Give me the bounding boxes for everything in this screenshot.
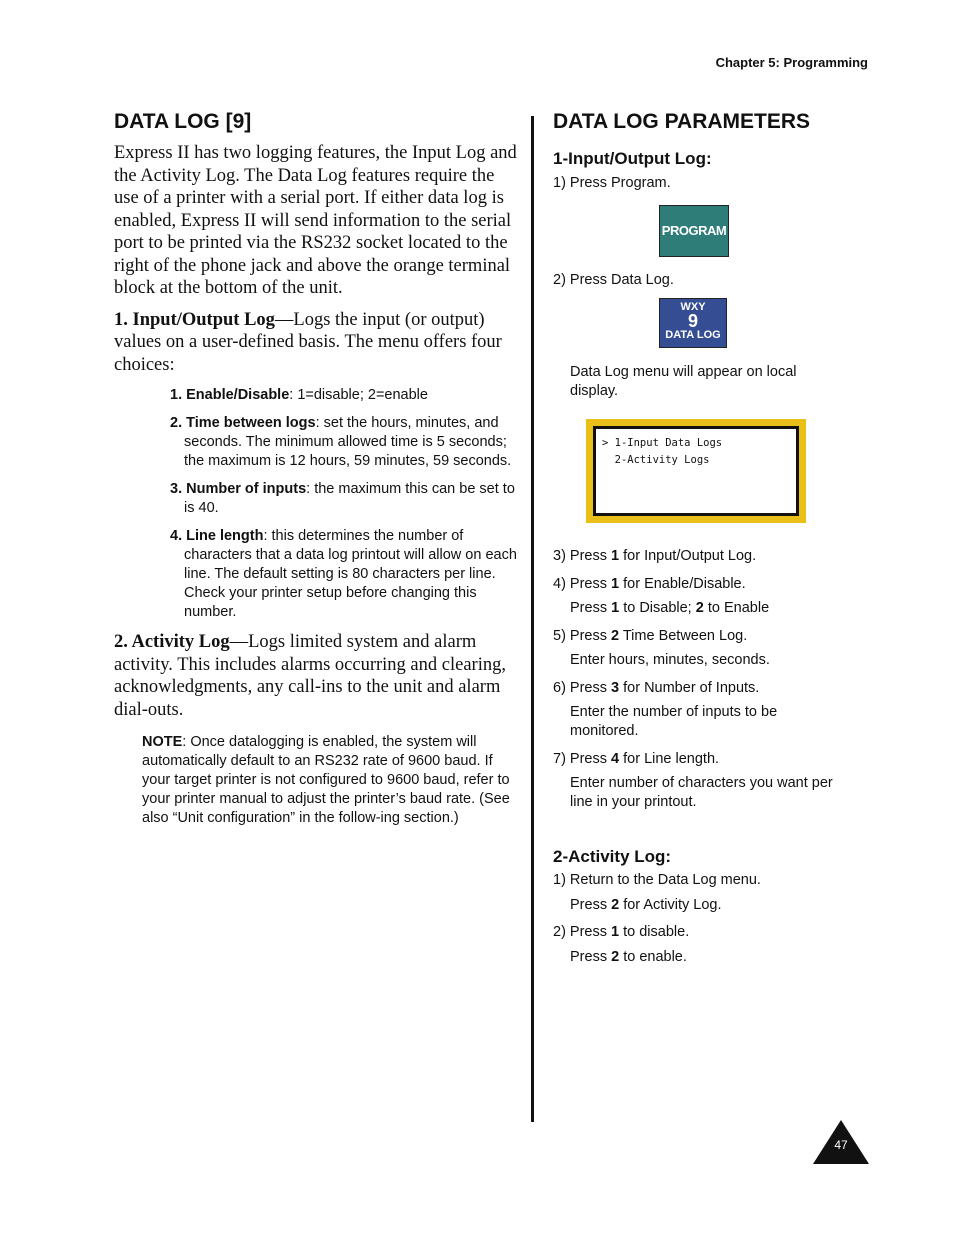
io-log-options bbox=[170, 386, 522, 622]
option-time-between-logs bbox=[170, 414, 522, 471]
step-7-detail: Enter number of characters you want per line in your printout. bbox=[570, 775, 833, 810]
activity-log-text: —Logs limited system and alarm activity. This includes alarms occurring and clearing, acknowledgments, any call-ins to the unit and alarm dial-outs. bbox=[114, 632, 506, 720]
activity-step-2-detail: Press 2 to enable. bbox=[570, 949, 687, 965]
key-caption: DATA LOG bbox=[665, 329, 721, 341]
parameters-title: DATA LOG PARAMETERS bbox=[553, 110, 811, 133]
option-label: 2. Time between logs bbox=[170, 415, 316, 431]
option-label: 1. Enable/Disable bbox=[170, 387, 290, 403]
note-label: NOTE bbox=[142, 734, 183, 750]
lcd-display bbox=[593, 426, 799, 516]
right-column bbox=[553, 108, 843, 967]
step-press-program: 1) Press Program. bbox=[553, 175, 671, 191]
option-text: : 1=disable; 2=enable bbox=[289, 387, 428, 403]
key-letters: WXY bbox=[680, 301, 706, 313]
chapter-header: Chapter 5: Programming bbox=[715, 55, 868, 70]
step-3: 3) Press 1 for Input/Output Log. bbox=[553, 548, 757, 564]
io-steps bbox=[553, 547, 843, 812]
key-number: 9 bbox=[687, 311, 698, 331]
step-press-data-log: 2) Press Data Log. bbox=[553, 272, 674, 288]
menu-appear-note: Data Log menu will appear on local display. bbox=[570, 364, 797, 399]
step-7: 7) Press 4 for Line length. bbox=[553, 751, 720, 767]
activity-step-2: 2) Press 1 to disable. bbox=[553, 924, 690, 940]
activity-log-label: 2. Activity Log bbox=[114, 632, 230, 652]
option-number-of-inputs bbox=[170, 480, 522, 518]
note-block bbox=[142, 733, 522, 828]
activity-steps bbox=[553, 871, 843, 967]
step-5: 5) Press 2 Time Between Log. bbox=[553, 628, 748, 644]
intro-paragraph: Express II has two logging features, the Input Log and the Activity Log. The Data Log features require the use of a printer with a serial port. If either data log is enabled, Express II will send information to the serial port to be printed via the RS232 socket located to the right of the phone jack and above the orange terminal block at the bottom of the unit. bbox=[114, 143, 517, 298]
option-text: : this determines the number of characters that a data log printout will allow on each line. The default setting is 80 characters per line. Check your printer setup before changing this number. bbox=[184, 528, 517, 620]
option-text: : the maximum this can be set to is 40. bbox=[184, 481, 515, 516]
option-label: 4. Line length bbox=[170, 528, 264, 544]
io-log-paragraph bbox=[114, 309, 522, 377]
lcd-line: > 1-Input Data Logs bbox=[602, 437, 723, 449]
option-line-length bbox=[170, 527, 522, 622]
lcd-display-frame bbox=[586, 419, 806, 523]
note-text: : Once datalogging is enabled, the system will automatically default to an RS232 rate of 9600 baud. If your target printer is not configured to 9600 baud, refer to your printer manual to adjust the printer’s baud rate. (See also “Unit configuration” in the follow-ing section.) bbox=[142, 734, 510, 826]
activity-log-heading: 2-Activity Log: bbox=[553, 847, 672, 866]
step-5-detail: Enter hours, minutes, seconds. bbox=[570, 652, 770, 668]
activity-log-paragraph bbox=[114, 631, 522, 721]
page-number: 47 bbox=[834, 1138, 848, 1152]
step-4-detail: Press 1 to Disable; 2 to Enable bbox=[570, 600, 770, 616]
io-log-heading: 1-Input/Output Log: bbox=[553, 149, 712, 168]
step-6: 6) Press 3 for Number of Inputs. bbox=[553, 680, 760, 696]
io-log-label: 1. Input/Output Log bbox=[114, 309, 275, 330]
step-4: 4) Press 1 for Enable/Disable. bbox=[553, 576, 746, 592]
left-column bbox=[114, 108, 522, 828]
activity-step-1: 1) Return to the Data Log menu. bbox=[553, 872, 761, 888]
data-log-title: DATA LOG [9] bbox=[114, 110, 252, 133]
data-log-key[interactable] bbox=[659, 298, 727, 348]
lcd-line: 2-Activity Logs bbox=[602, 454, 710, 466]
option-enable-disable bbox=[170, 386, 522, 405]
option-label: 3. Number of inputs bbox=[170, 481, 307, 497]
column-divider bbox=[531, 116, 534, 1122]
program-key[interactable]: PROGRAM bbox=[659, 205, 729, 257]
step-6-detail: Enter the number of inputs to be monitored. bbox=[570, 704, 778, 739]
activity-step-1-detail: Press 2 for Activity Log. bbox=[570, 897, 722, 913]
io-log-text: —Logs the input (or output) values on a user-defined basis. The menu offers four choices: bbox=[114, 309, 502, 375]
option-text: : set the hours, minutes, and seconds. The minimum allowed time is 5 seconds; the maximum is 12 hours, 59 minutes, 59 seconds. bbox=[184, 415, 512, 469]
